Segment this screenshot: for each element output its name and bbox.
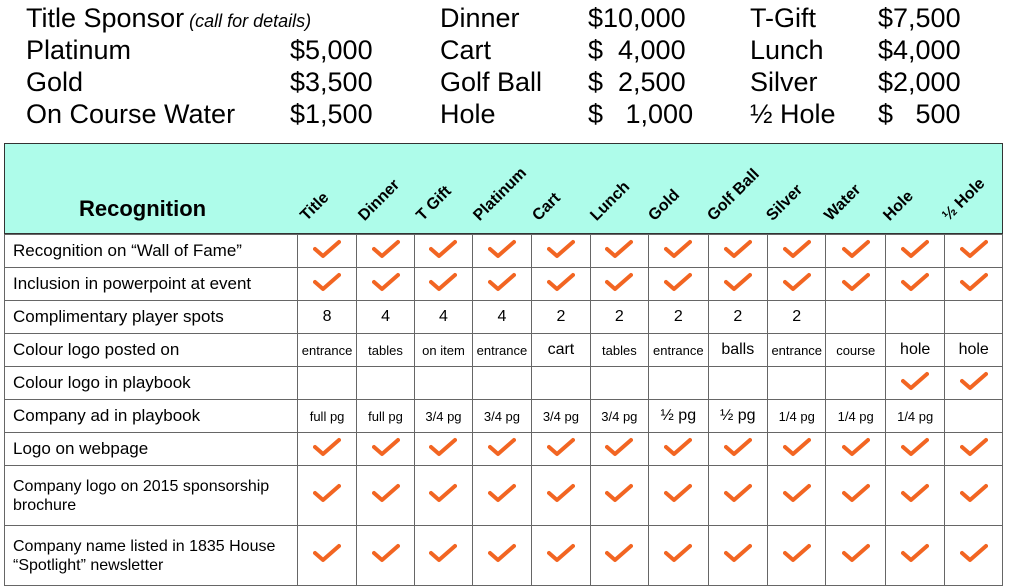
check-icon	[945, 235, 1003, 268]
sponsor-price: $1,500	[290, 99, 373, 129]
sponsor-name: Dinner	[440, 3, 520, 33]
check-icon	[472, 433, 531, 466]
sponsor-name: ½ Hole	[750, 99, 836, 129]
check-icon	[768, 235, 826, 268]
check-icon	[415, 235, 472, 268]
table-cell	[298, 367, 356, 400]
table-cell: 4	[472, 301, 531, 334]
sponsor-level-name	[750, 2, 816, 34]
row-label: Recognition on “Wall of Fame”	[5, 235, 298, 268]
check-icon	[356, 268, 414, 301]
table-cell: 1/4 pg	[826, 400, 885, 433]
sponsor-name: Cart	[440, 35, 492, 65]
check-icon	[826, 526, 885, 586]
sponsor-level-name	[750, 98, 836, 130]
column-header: ½ Hole	[939, 175, 989, 225]
sponsor-level-name	[750, 34, 824, 66]
check-icon	[532, 235, 590, 268]
column-header: Title	[297, 189, 333, 225]
table-cell: cart	[532, 334, 590, 367]
table-cell	[532, 367, 590, 400]
check-icon	[885, 268, 944, 301]
benefits-table	[4, 234, 1003, 586]
table-cell: 4	[415, 301, 472, 334]
sponsor-price: $ 1,000	[588, 99, 694, 129]
table-cell	[945, 400, 1003, 433]
check-icon	[298, 466, 356, 526]
table-cell: tables	[590, 334, 648, 367]
check-icon	[708, 268, 767, 301]
sponsor-level-name	[440, 98, 496, 130]
row-label: Colour logo in playbook	[5, 367, 298, 400]
check-icon	[590, 466, 648, 526]
sponsor-level-name	[26, 34, 131, 66]
table-cell: 3/4 pg	[472, 400, 531, 433]
check-icon	[298, 235, 356, 268]
row-label: Company ad in playbook	[5, 400, 298, 433]
table-cell: entrance	[472, 334, 531, 367]
check-icon	[708, 466, 767, 526]
table-cell: 2	[708, 301, 767, 334]
check-icon	[356, 235, 414, 268]
check-icon	[472, 268, 531, 301]
recognition-table	[4, 143, 1003, 580]
check-icon	[472, 235, 531, 268]
sponsor-name: Silver	[750, 67, 818, 97]
table-row	[5, 301, 1003, 334]
table-row	[5, 367, 1003, 400]
check-icon	[708, 526, 767, 586]
sponsor-level-name	[26, 66, 83, 98]
table-cell: ½ pg	[649, 400, 708, 433]
table-cell: tables	[356, 334, 414, 367]
check-icon	[826, 433, 885, 466]
table-cell: 2	[532, 301, 590, 334]
sponsor-name: Gold	[26, 67, 84, 97]
sponsor-price: $2,000	[878, 67, 961, 97]
sponsor-note: (call for details)	[184, 11, 312, 31]
sponsor-name: Platinum	[26, 35, 132, 65]
check-icon	[532, 466, 590, 526]
check-icon	[415, 526, 472, 586]
column-header: Gold	[645, 186, 684, 225]
row-label: Company logo on 2015 sponsorship brochure	[5, 466, 298, 526]
column-header: T Gift	[413, 182, 455, 225]
check-icon	[472, 526, 531, 586]
table-cell: 3/4 pg	[532, 400, 590, 433]
check-icon	[649, 268, 708, 301]
column-header: Silver	[763, 181, 807, 225]
check-icon	[356, 433, 414, 466]
table-cell: 8	[298, 301, 356, 334]
check-icon	[415, 433, 472, 466]
check-icon	[649, 235, 708, 268]
table-header	[4, 143, 1003, 234]
check-icon	[826, 268, 885, 301]
table-cell	[356, 367, 414, 400]
check-icon	[649, 433, 708, 466]
table-cell: entrance	[649, 334, 708, 367]
check-icon	[532, 433, 590, 466]
table-row	[5, 466, 1003, 526]
sponsor-name: On Course Water	[26, 99, 236, 129]
table-cell	[708, 367, 767, 400]
table-row	[5, 433, 1003, 466]
sponsor-level-name	[440, 34, 491, 66]
table-cell: course	[826, 334, 885, 367]
table-cell	[945, 301, 1003, 334]
sponsor-price: $3,500	[290, 67, 373, 97]
column-header: Hole	[880, 187, 917, 225]
table-cell: 3/4 pg	[590, 400, 648, 433]
table-cell: 2	[649, 301, 708, 334]
table-row	[5, 400, 1003, 433]
sponsor-name: Golf Ball	[440, 67, 543, 97]
check-icon	[590, 433, 648, 466]
table-cell: hole	[885, 334, 944, 367]
sponsor-name: Hole	[440, 99, 496, 129]
column-header: Platinum	[470, 164, 531, 225]
table-cell	[826, 301, 885, 334]
check-icon	[590, 268, 648, 301]
sponsor-price: $7,500	[878, 3, 961, 33]
check-icon	[885, 466, 944, 526]
table-cell: 2	[768, 301, 826, 334]
sponsor-level-name	[750, 66, 818, 98]
table-cell: entrance	[768, 334, 826, 367]
check-icon	[532, 526, 590, 586]
table-cell: full pg	[356, 400, 414, 433]
check-icon	[768, 433, 826, 466]
check-icon	[708, 235, 767, 268]
sponsor-price: $4,000	[878, 35, 961, 65]
check-icon	[945, 466, 1003, 526]
check-icon	[298, 526, 356, 586]
table-cell: balls	[708, 334, 767, 367]
row-label: Inclusion in powerpoint at event	[5, 268, 298, 301]
sponsor-price: $ 4,000	[588, 35, 686, 65]
row-label: Colour logo posted on	[5, 334, 298, 367]
check-icon	[415, 268, 472, 301]
check-icon	[945, 433, 1003, 466]
check-icon	[768, 466, 826, 526]
sponsor-level-name	[440, 66, 542, 98]
row-label: Company name listed in 1835 House “Spotlight” newsletter	[5, 526, 298, 586]
check-icon	[885, 433, 944, 466]
row-label: Logo on webpage	[5, 433, 298, 466]
check-icon	[532, 268, 590, 301]
check-icon	[826, 235, 885, 268]
sponsor-price: $ 2,500	[588, 67, 686, 97]
check-icon	[945, 367, 1003, 400]
check-icon	[768, 526, 826, 586]
check-icon	[356, 466, 414, 526]
column-header: Golf Ball	[704, 165, 763, 225]
check-icon	[298, 268, 356, 301]
table-cell: 1/4 pg	[768, 400, 826, 433]
table-cell: entrance	[298, 334, 356, 367]
table-title: Recognition	[79, 196, 207, 221]
check-icon	[885, 235, 944, 268]
check-icon	[826, 466, 885, 526]
sponsor-level-name	[440, 2, 520, 34]
check-icon	[885, 526, 944, 586]
table-cell	[472, 367, 531, 400]
table-cell	[768, 367, 826, 400]
column-header: Water	[821, 181, 865, 225]
sponsor-level-name	[26, 2, 311, 37]
table-row	[5, 526, 1003, 586]
check-icon	[356, 526, 414, 586]
table-cell	[590, 367, 648, 400]
check-icon	[298, 433, 356, 466]
table-cell: 3/4 pg	[415, 400, 472, 433]
check-icon	[415, 466, 472, 526]
check-icon	[649, 466, 708, 526]
row-label: Complimentary player spots	[5, 301, 298, 334]
table-cell: 4	[356, 301, 414, 334]
sponsor-name: Title Sponsor	[26, 3, 185, 33]
table-cell: 1/4 pg	[885, 400, 944, 433]
table-cell	[885, 301, 944, 334]
check-icon	[472, 466, 531, 526]
sponsor-level-name	[26, 98, 235, 130]
check-icon	[649, 526, 708, 586]
column-header: Dinner	[355, 176, 404, 225]
column-header: Cart	[529, 189, 564, 225]
table-cell: hole	[945, 334, 1003, 367]
column-header: Lunch	[587, 178, 634, 225]
sponsor-name: T-Gift	[750, 3, 816, 33]
sponsor-name: Lunch	[750, 35, 824, 65]
sponsor-price: $10,000	[588, 3, 686, 33]
check-icon	[945, 526, 1003, 586]
table-cell: ½ pg	[708, 400, 767, 433]
check-icon	[768, 268, 826, 301]
check-icon	[590, 526, 648, 586]
table-cell	[649, 367, 708, 400]
table-row	[5, 235, 1003, 268]
table-row	[5, 268, 1003, 301]
sponsor-price: $5,000	[290, 35, 373, 65]
check-icon	[590, 235, 648, 268]
sponsor-price: $ 500	[878, 99, 961, 129]
check-icon	[885, 367, 944, 400]
table-cell: full pg	[298, 400, 356, 433]
table-cell: on item	[415, 334, 472, 367]
table-cell	[826, 367, 885, 400]
check-icon	[708, 433, 767, 466]
table-cell	[415, 367, 472, 400]
table-row	[5, 334, 1003, 367]
check-icon	[945, 268, 1003, 301]
table-cell: 2	[590, 301, 648, 334]
